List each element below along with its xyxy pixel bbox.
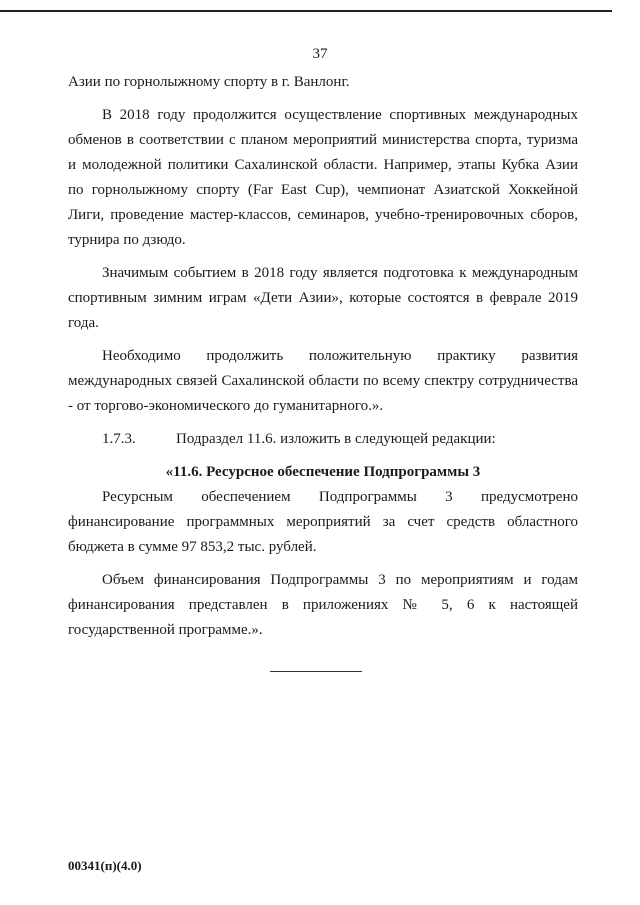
paragraph-financing-volume: Объем финансирования Подпрограммы 3 по мероприятиям и годам финансирования представлен в приложениях № 5, 6 к настоящей государственной программе.». [68,572,578,638]
section-heading: «11.6. Ресурсное обеспечение Подпрограммы 3 [165,464,481,480]
paragraph-continuation: Азии по горнолыжному спорту в г. Ванлонг. [68,74,350,90]
amendment-clause [68,427,578,452]
clause-number: 1.7.3. [102,431,136,447]
end-divider [270,671,362,672]
document-code: 00341(п)(4.0) [68,858,142,873]
clause-text: Подраздел 11.6. изложить в следующей редакции: [176,431,496,447]
top-rule [0,10,612,12]
paragraph-sports-exchanges: В 2018 году продолжится осуществление спортивных международных обменов в соответствии с планом мероприятий министерства спорта, туризма и молодежной политики Сахалинской области. Например, этапы Кубка Азии по горнолыжному спорту (Far East Cup), чемпионат Азиатской Хоккейной Лиги, проведение мастер-классов, семинаров, учебно-тренировочных сборов, турнира по дзюдо. [68,107,578,248]
page-number: 37 [312,46,328,62]
paragraph-resource-provision: Ресурсным обеспечением Подпрограммы 3 предусмотрено финансирование программных мероприятий за счет средств областного бюджета в сумме 97 853,2 тыс. рублей. [68,489,578,555]
paragraph-international-relations: Необходимо продолжить положительную практику развития международных связей Сахалинской области по всему спектру сотрудничества - от торгово-экономического до гуманитарного.». [68,348,578,414]
document-body [68,70,578,643]
paragraph-children-of-asia: Значимым событием в 2018 году является подготовка к международным спортивным зимним играм «Дети Азии», которые состоятся в феврале 2019 года. [68,265,578,331]
